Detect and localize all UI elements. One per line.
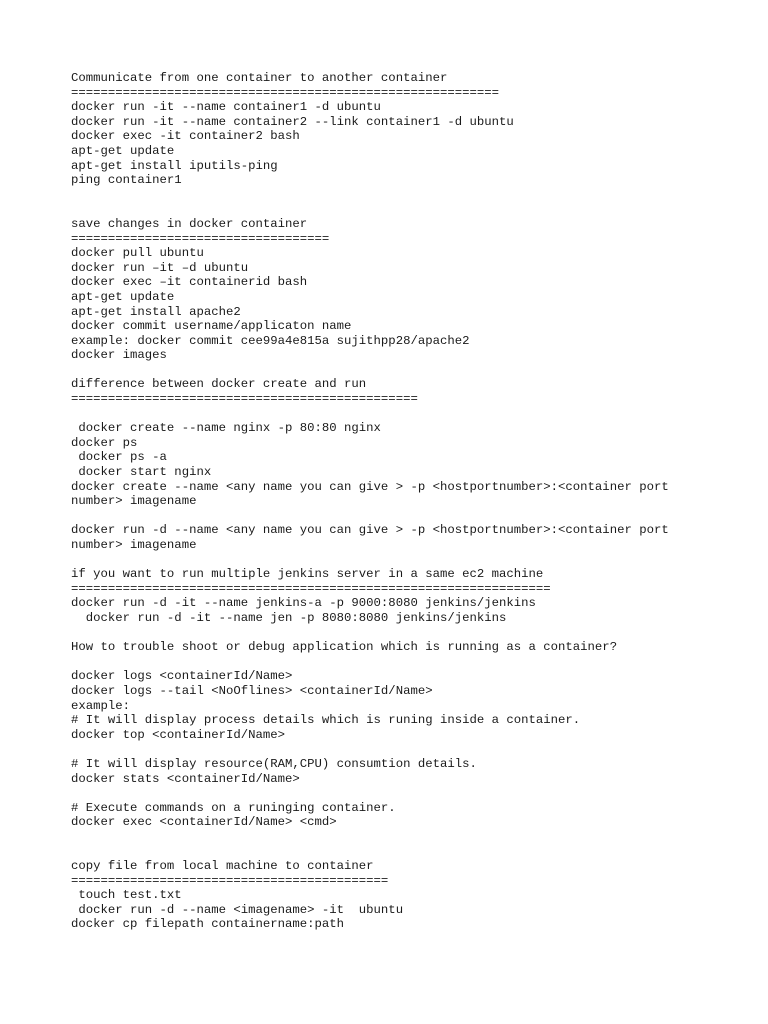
- text-line: docker logs <containerId/Name>: [71, 669, 293, 684]
- blank-line: [71, 202, 751, 217]
- text-line: if you want to run multiple jenkins server in a same ec2 machine: [71, 567, 544, 582]
- blank-line: [71, 844, 751, 859]
- text-line: ===============================================: [71, 392, 418, 407]
- text-line: # It will display process details which is runing inside a container.: [71, 713, 581, 728]
- text-line: docker images: [71, 348, 167, 363]
- blank-line: [71, 626, 751, 641]
- text-line: docker stats <containerId/Name>: [71, 771, 300, 786]
- text-line: number> imagename: [71, 494, 197, 509]
- text-line: docker cp filepath containername:path: [71, 917, 345, 932]
- blank-line: [71, 509, 751, 524]
- text-line: docker run –it –d ubuntu: [71, 260, 249, 275]
- text-line: docker run -d --name <imagename> -it ubuntu: [71, 902, 404, 917]
- blank-line: [71, 407, 751, 422]
- text-line: number> imagename: [71, 538, 197, 552]
- text-line: docker exec -it container2 bash: [71, 129, 300, 144]
- text-line: Communicate from one container to another container: [71, 71, 448, 85]
- text-line: apt-get install apache2: [71, 304, 241, 319]
- text-line: copy file from local machine to container: [71, 859, 374, 874]
- text-line: How to trouble shoot or debug application which is running as a container?: [71, 640, 618, 655]
- blank-line: [71, 742, 751, 757]
- text-line: docker start nginx: [71, 465, 212, 480]
- text-line: docker run -d -it --name jen -p 8080:8080 jenkins/jenkins: [71, 610, 507, 625]
- blank-line: [71, 830, 751, 845]
- blank-line: [71, 786, 751, 801]
- text-line: docker run -it --name container2 --link container1 -d ubuntu: [71, 114, 514, 129]
- text-line: docker top <containerId/Name>: [71, 727, 286, 742]
- text-line: docker create --name nginx -p 80:80 nginx: [71, 421, 381, 436]
- text-line: ===========================================: [71, 873, 389, 888]
- text-line: docker run -d --name <any name you can give > -p <hostportnumber>:<container port: [71, 523, 669, 538]
- text-line: # Execute commands on a runinging container.: [71, 800, 396, 815]
- text-line: docker exec <containerId/Name> <cmd>: [71, 815, 337, 830]
- text-line: example:: [71, 698, 131, 713]
- text-line: docker pull ubuntu: [71, 246, 204, 261]
- text-line: docker run -d -it --name jenkins-a -p 9000:8080 jenkins/jenkins: [71, 596, 536, 611]
- text-line: docker ps -a: [71, 450, 167, 465]
- text-line: save changes in docker container: [71, 216, 308, 231]
- text-line: # It will display resource(RAM,CPU) consumtion details.: [71, 756, 477, 771]
- text-line: apt-get install iputils-ping: [71, 158, 278, 173]
- blank-line: [71, 363, 751, 378]
- text-line: docker create --name <any name you can give > -p <hostportnumber>:<container port: [71, 479, 669, 494]
- text-line: =================================================================: [71, 581, 551, 596]
- text-line: docker logs --tail <NoOflines> <containerId/Name>: [71, 683, 433, 698]
- text-line: apt-get update: [71, 289, 175, 304]
- text-line: ===================================: [71, 231, 330, 246]
- text-line: touch test.txt: [71, 888, 182, 903]
- text-line: docker ps: [71, 435, 138, 450]
- text-line: docker exec –it containerid bash: [71, 275, 308, 290]
- text-line: apt-get update: [71, 143, 175, 158]
- text-line: docker commit username/applicaton name: [71, 319, 352, 334]
- blank-line: [71, 553, 751, 568]
- text-line: docker run -it --name container1 -d ubuntu: [71, 100, 381, 115]
- text-line: ==========================================================: [71, 85, 500, 100]
- document-body: [71, 71, 751, 932]
- text-line: ping container1: [71, 173, 182, 188]
- text-line: example: docker commit cee99a4e815a sujithpp28/apache2: [71, 333, 470, 348]
- text-line: difference between docker create and run: [71, 377, 367, 392]
- blank-line: [71, 655, 751, 670]
- blank-line: [71, 188, 751, 203]
